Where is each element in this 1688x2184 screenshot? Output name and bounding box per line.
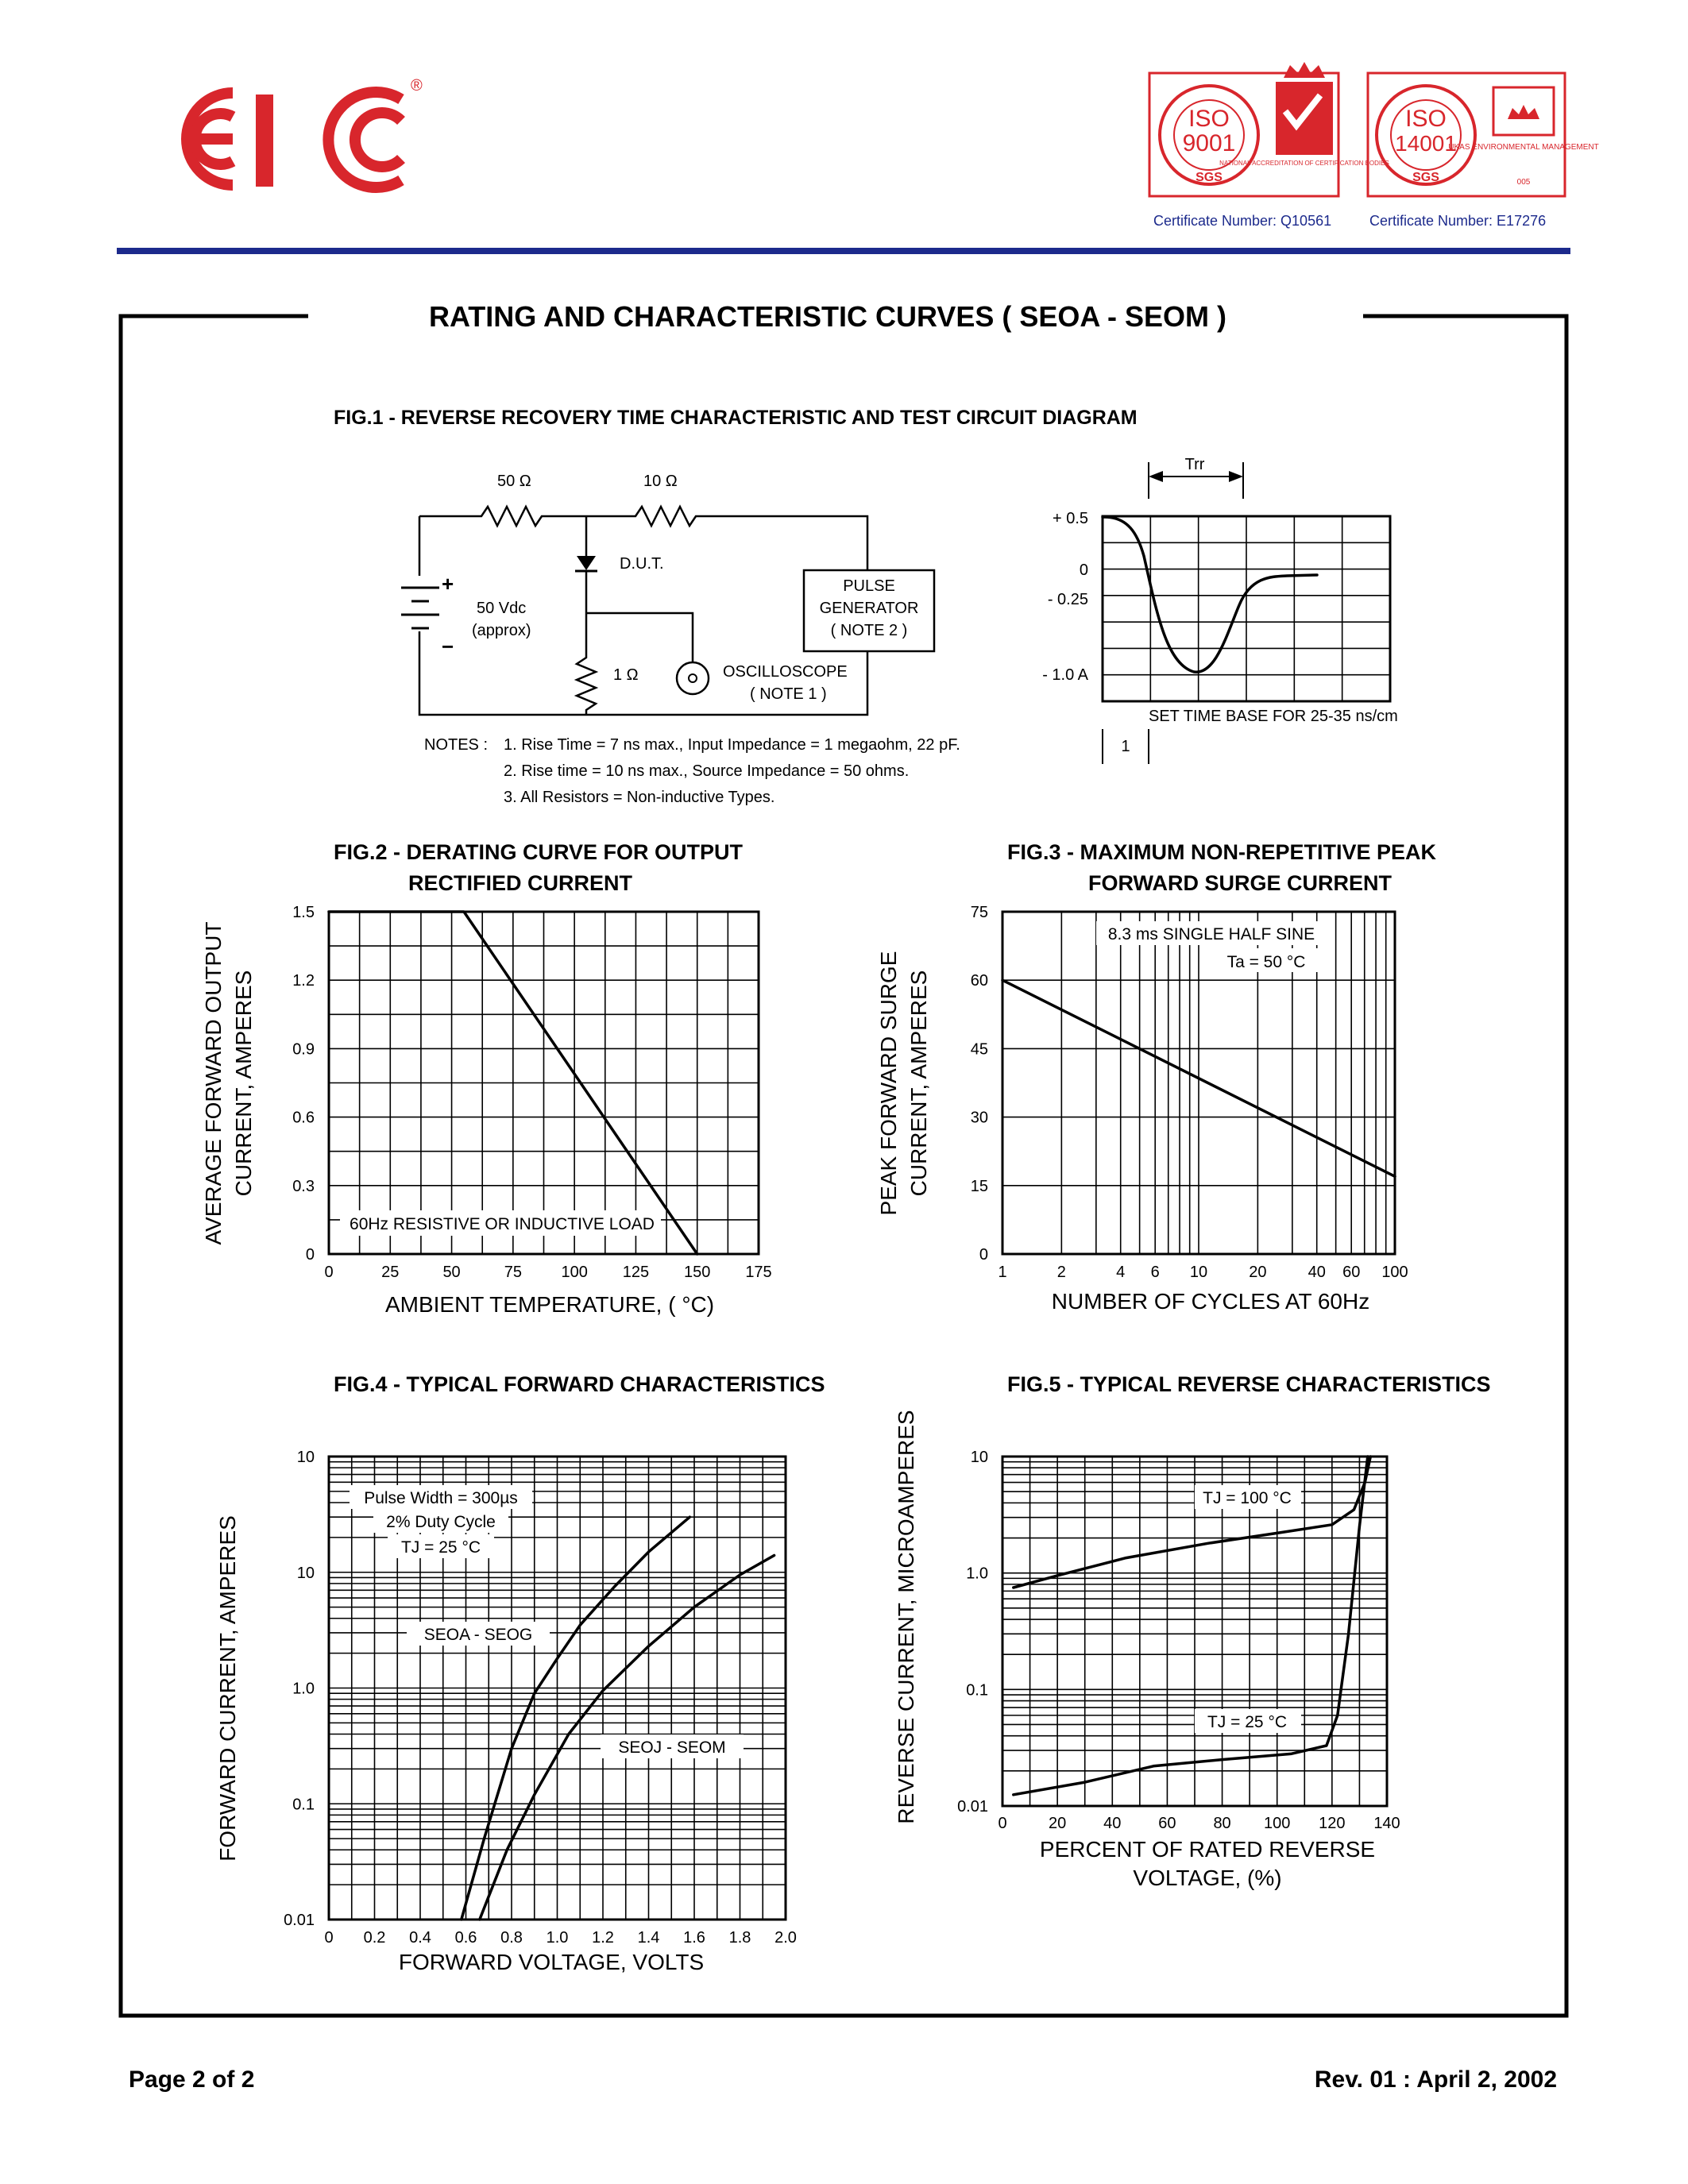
svg-text:( NOTE 2 ): ( NOTE 2 ) bbox=[830, 622, 908, 639]
svg-text:ISO: ISO bbox=[1188, 106, 1230, 132]
tick-label: 1 bbox=[998, 1264, 1007, 1281]
fig1-notes bbox=[424, 736, 960, 806]
tick-label: 2.0 bbox=[774, 1929, 797, 1947]
tick-label: 10 bbox=[296, 1449, 315, 1466]
tick-label: 2 bbox=[1056, 1264, 1066, 1281]
svg-text:PERCENT OF RATED REVERSE: PERCENT OF RATED REVERSE bbox=[1039, 1837, 1376, 1862]
svg-text:CURRENT, AMPERES: CURRENT, AMPERES bbox=[231, 970, 256, 1197]
tick-label: 20 bbox=[1249, 1264, 1267, 1281]
svg-text:OSCILLOSCOPE: OSCILLOSCOPE bbox=[723, 663, 848, 681]
tick-label: 20 bbox=[1049, 1815, 1067, 1832]
svg-text:2. Rise time = 10 ns max., Sou: 2. Rise time = 10 ns max., Source Impedance = 50 ohms. bbox=[504, 762, 910, 780]
svg-text:GENERATOR: GENERATOR bbox=[819, 600, 919, 617]
svg-text:Pulse Width = 300µs: Pulse Width = 300µs bbox=[364, 1489, 518, 1507]
svg-text:3. All Resistors = Non-inducti: 3. All Resistors = Non-inductive Types. bbox=[504, 789, 775, 806]
tick-label: 10 bbox=[1189, 1264, 1208, 1281]
svg-text:SEOJ - SEOM: SEOJ - SEOM bbox=[618, 1738, 726, 1757]
svg-text:(approx): (approx) bbox=[472, 622, 531, 639]
svg-text:D.U.T.: D.U.T. bbox=[620, 555, 664, 573]
svg-text:SET TIME BASE FOR 25-35 ns/cm: SET TIME BASE FOR 25-35 ns/cm bbox=[1149, 708, 1398, 725]
svg-text:NUMBER OF CYCLES AT 60Hz: NUMBER OF CYCLES AT 60Hz bbox=[1051, 1289, 1370, 1314]
svg-text:1: 1 bbox=[1121, 738, 1130, 755]
fig5-title: FIG.5 - TYPICAL REVERSE CHARACTERISTICS bbox=[1007, 1372, 1491, 1396]
svg-text:PEAK FORWARD SURGE: PEAK FORWARD SURGE bbox=[876, 951, 901, 1216]
svg-text:FORWARD CURRENT, AMPERES: FORWARD CURRENT, AMPERES bbox=[215, 1515, 240, 1862]
svg-text:SGS: SGS bbox=[1412, 171, 1439, 184]
diode-icon bbox=[575, 556, 597, 571]
oscilloscope-probe-icon bbox=[677, 662, 709, 694]
svg-text:2% Duty Cycle: 2% Duty Cycle bbox=[386, 1513, 496, 1531]
svg-text:9001: 9001 bbox=[1182, 130, 1236, 156]
tick-label: 100 bbox=[561, 1264, 588, 1281]
crown-icon bbox=[1284, 62, 1325, 78]
crown-icon bbox=[1493, 87, 1554, 135]
svg-text:AVERAGE FORWARD OUTPUT: AVERAGE FORWARD OUTPUT bbox=[201, 921, 226, 1245]
svg-text:PULSE: PULSE bbox=[843, 577, 895, 595]
tick-label: 6 bbox=[1150, 1264, 1160, 1281]
svg-text:AMBIENT TEMPERATURE, ( °C): AMBIENT TEMPERATURE, ( °C) bbox=[384, 1292, 715, 1317]
tick-label: 1.6 bbox=[683, 1929, 705, 1947]
tick-label: 25 bbox=[381, 1264, 400, 1281]
registered-mark: ® bbox=[411, 77, 423, 95]
svg-text:005: 005 bbox=[1516, 178, 1531, 187]
fig5-reverse-chart bbox=[894, 1410, 1400, 1890]
svg-text:50 Ω: 50 Ω bbox=[497, 473, 531, 490]
tick-label: 100 bbox=[1264, 1815, 1291, 1832]
tick-label: 0.1 bbox=[292, 1796, 315, 1814]
svg-text:50 Vdc: 50 Vdc bbox=[477, 600, 527, 617]
svg-text:( NOTE 1 ): ( NOTE 1 ) bbox=[750, 685, 827, 703]
svg-text:+: + bbox=[442, 572, 454, 596]
tick-label: 40 bbox=[1308, 1264, 1326, 1281]
tick-label: 150 bbox=[684, 1264, 711, 1281]
certificate-number-q10561: Certificate Number: Q10561 bbox=[1153, 213, 1332, 229]
tick-label: 0.2 bbox=[363, 1929, 386, 1947]
svg-text:+ 0.5: + 0.5 bbox=[1052, 510, 1088, 527]
tick-label: 0.3 bbox=[292, 1177, 315, 1195]
svg-text:TJ = 100 °C: TJ = 100 °C bbox=[1203, 1489, 1292, 1507]
tick-label: 140 bbox=[1373, 1815, 1400, 1832]
test-circuit-diagram bbox=[381, 473, 934, 715]
series-tj-100 bbox=[1014, 1457, 1371, 1588]
fig3-title-line1: FIG.3 - MAXIMUM NON-REPETITIVE PEAK bbox=[1007, 840, 1437, 864]
svg-text:0: 0 bbox=[1079, 561, 1088, 579]
tick-label: 175 bbox=[745, 1264, 772, 1281]
tick-label: 120 bbox=[1319, 1815, 1346, 1832]
fig2-title-line1: FIG.2 - DERATING CURVE FOR OUTPUT bbox=[334, 840, 744, 864]
fig3-surge-chart bbox=[876, 904, 1408, 1314]
tick-label: 0 bbox=[305, 1246, 315, 1264]
tick-label: 75 bbox=[504, 1264, 522, 1281]
header-rule bbox=[117, 248, 1570, 254]
tick-label: 0.9 bbox=[292, 1040, 315, 1059]
tick-label: 0.6 bbox=[292, 1109, 315, 1127]
tick-label: 1.4 bbox=[637, 1929, 660, 1947]
fig4-forward-chart bbox=[215, 1449, 797, 1974]
tick-label: 0 bbox=[324, 1929, 334, 1947]
fig2-title-line2: RECTIFIED CURRENT bbox=[408, 871, 632, 895]
series-tj-25 bbox=[1014, 1457, 1368, 1795]
eic-logo bbox=[183, 77, 423, 187]
svg-text:60Hz RESISTIVE OR INDUCTIVE LO: 60Hz RESISTIVE OR INDUCTIVE LOAD bbox=[350, 1215, 655, 1233]
page-title: RATING AND CHARACTERISTIC CURVES ( SEOA - SEOM ) bbox=[428, 300, 1227, 333]
svg-text:14001: 14001 bbox=[1395, 131, 1457, 156]
tick-label: 1.0 bbox=[292, 1680, 315, 1698]
fig3-title-line2: FORWARD SURGE CURRENT bbox=[1088, 871, 1393, 895]
tick-label: 1.5 bbox=[292, 904, 315, 921]
fig4-title: FIG.4 - TYPICAL FORWARD CHARACTERISTICS bbox=[334, 1372, 825, 1396]
tick-label: 4 bbox=[1116, 1264, 1126, 1281]
svg-text:8.3 ms SINGLE HALF SINE: 8.3 ms SINGLE HALF SINE bbox=[1107, 925, 1315, 943]
svg-text:−: − bbox=[442, 635, 454, 658]
tick-label: 45 bbox=[970, 1040, 988, 1059]
tick-label: 0.6 bbox=[454, 1929, 477, 1947]
tick-label: 0 bbox=[324, 1264, 334, 1281]
svg-text:TJ = 25 °C: TJ = 25 °C bbox=[1207, 1713, 1288, 1731]
tick-label: 30 bbox=[970, 1109, 988, 1127]
tick-label: 1.2 bbox=[592, 1929, 614, 1947]
tick-label: 10 bbox=[296, 1564, 315, 1582]
tick-label: 75 bbox=[970, 904, 988, 921]
tick-label: 0.1 bbox=[966, 1681, 988, 1700]
fig1-title: FIG.1 - REVERSE RECOVERY TIME CHARACTERISTIC AND TEST CIRCUIT DIAGRAM bbox=[334, 407, 1138, 429]
iso-9001-certificate bbox=[1149, 62, 1389, 229]
recovery-waveform bbox=[1042, 456, 1398, 764]
tick-label: 1.0 bbox=[546, 1929, 569, 1947]
tick-label: 1.0 bbox=[966, 1565, 988, 1583]
tick-label: 60 bbox=[970, 972, 988, 990]
tick-label: 60 bbox=[1158, 1815, 1176, 1832]
svg-text:Ta = 50 °C: Ta = 50 °C bbox=[1226, 953, 1306, 971]
svg-text:VOLTAGE, (%): VOLTAGE, (%) bbox=[1133, 1866, 1282, 1890]
tick-label: 0 bbox=[998, 1815, 1007, 1832]
revision-date: Rev. 01 : April 2, 2002 bbox=[1314, 2066, 1557, 2093]
svg-text:10 Ω: 10 Ω bbox=[643, 473, 678, 490]
fig2-derating-chart bbox=[201, 904, 772, 1317]
tick-label: 80 bbox=[1213, 1815, 1231, 1832]
svg-text:NATIONAL ACCREDITATION OF CERT: NATIONAL ACCREDITATION OF CERTIFICATION BODIES bbox=[1219, 160, 1389, 167]
svg-text:1 Ω: 1 Ω bbox=[613, 666, 639, 684]
svg-text:- 0.25: - 0.25 bbox=[1047, 591, 1088, 608]
tick-label: 1.8 bbox=[728, 1929, 751, 1947]
tick-label: 0.01 bbox=[957, 1798, 988, 1815]
tick-label: 0 bbox=[979, 1246, 988, 1264]
svg-text:- 1.0 A: - 1.0 A bbox=[1042, 666, 1088, 684]
svg-text:SEOA - SEOG: SEOA - SEOG bbox=[423, 1626, 533, 1644]
certificate-number-e17276: Certificate Number: E17276 bbox=[1369, 213, 1547, 229]
svg-text:REVERSE CURRENT, MICROAMPERES: REVERSE CURRENT, MICROAMPERES bbox=[894, 1410, 918, 1824]
tick-label: 125 bbox=[622, 1264, 650, 1281]
tick-label: 15 bbox=[970, 1177, 988, 1195]
svg-text:ISO: ISO bbox=[1405, 106, 1447, 132]
tick-label: 0.4 bbox=[409, 1929, 431, 1947]
svg-text:TJ = 25 °C: TJ = 25 °C bbox=[400, 1538, 481, 1557]
svg-text:UKAS ENVIRONMENTAL MANAGEMENT: UKAS ENVIRONMENTAL MANAGEMENT bbox=[1448, 143, 1599, 152]
tick-label: 50 bbox=[442, 1264, 461, 1281]
svg-text:NOTES :: NOTES : bbox=[424, 736, 489, 754]
tick-label: 60 bbox=[1342, 1264, 1361, 1281]
svg-text:FORWARD VOLTAGE, VOLTS: FORWARD VOLTAGE, VOLTS bbox=[398, 1950, 705, 1974]
tick-label: 1.2 bbox=[292, 972, 315, 990]
tick-label: 40 bbox=[1103, 1815, 1122, 1832]
iso-14001-certificate bbox=[1368, 73, 1599, 229]
svg-text:1. Rise Time = 7 ns max., Inpu: 1. Rise Time = 7 ns max., Input Impedance = 1 megaohm, 22 pF. bbox=[504, 736, 960, 754]
tick-label: 100 bbox=[1381, 1264, 1408, 1281]
tick-label: 0.01 bbox=[284, 1912, 315, 1929]
tick-label: 0.8 bbox=[500, 1929, 523, 1947]
svg-text:SGS: SGS bbox=[1196, 171, 1223, 184]
svg-text:CURRENT, AMPERES: CURRENT, AMPERES bbox=[906, 970, 931, 1197]
tick-label: 10 bbox=[970, 1449, 988, 1466]
page-number: Page 2 of 2 bbox=[129, 2066, 255, 2093]
svg-text:Trr: Trr bbox=[1184, 456, 1205, 473]
